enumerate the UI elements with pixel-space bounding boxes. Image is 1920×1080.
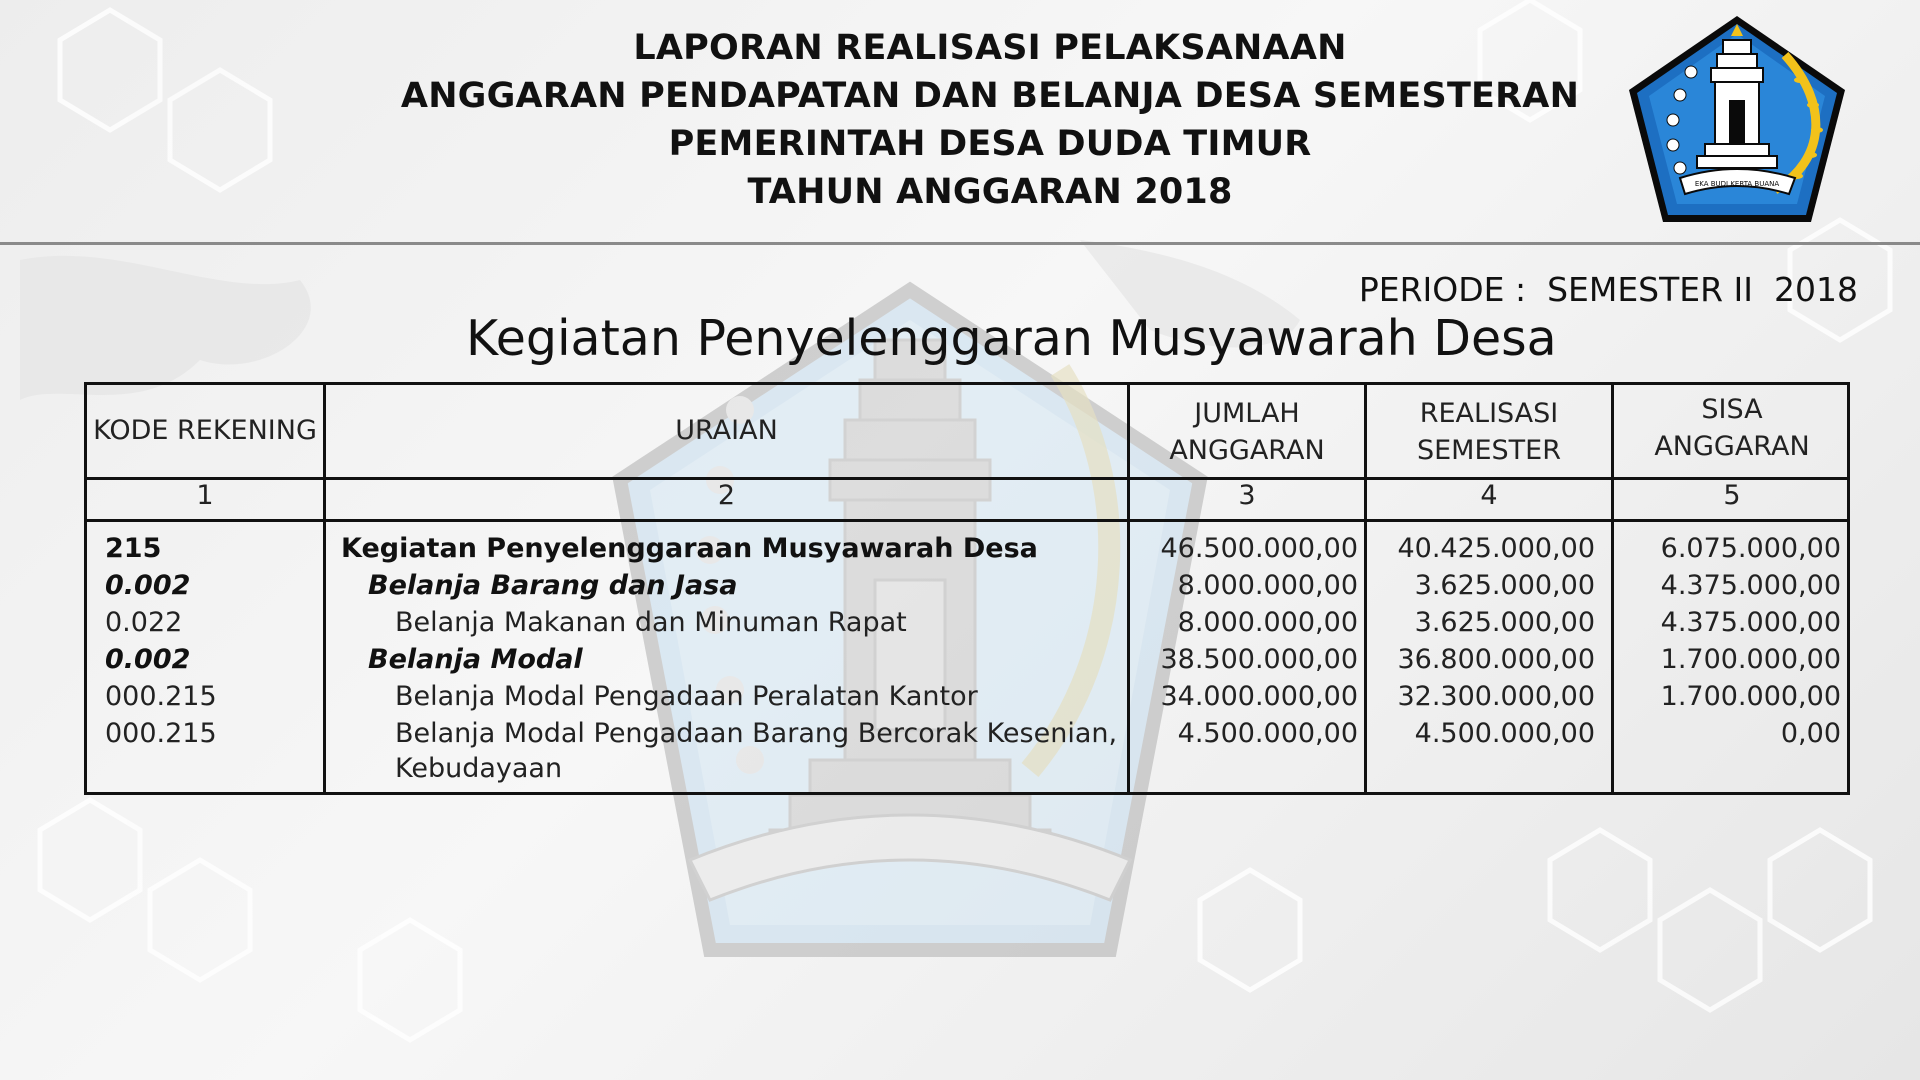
row-anggaran: 8.000.000,00 — [1177, 607, 1358, 638]
row-kode: 215 — [105, 533, 162, 564]
column-number-1: 1 — [196, 480, 214, 511]
header-realisasi-semester — [1367, 395, 1611, 469]
table-row — [87, 533, 1847, 570]
row-kode: 000.215 — [105, 718, 217, 749]
row-sisa: 1.700.000,00 — [1660, 644, 1841, 675]
budget-realization-table — [84, 382, 1850, 795]
row-anggaran: 8.000.000,00 — [1177, 570, 1358, 601]
header-sisa-line-2: ANGGARAN — [1654, 431, 1810, 462]
column-number-4: 4 — [1480, 480, 1498, 511]
row-sisa: 1.700.000,00 — [1660, 681, 1841, 712]
row-uraian: Belanja Modal — [368, 644, 583, 675]
row-kode: 0.022 — [105, 607, 183, 638]
row-uraian: Kegiatan Penyelenggaraan Musyawarah Desa — [341, 533, 1038, 564]
table-row — [87, 718, 1847, 792]
row-realisasi: 4.500.000,00 — [1414, 718, 1595, 749]
row-uraian-continuation: Kebudayaan — [395, 753, 563, 784]
header-realisasi-line-2: SEMESTER — [1416, 435, 1561, 466]
row-uraian: Belanja Modal Pengadaan Peralatan Kantor — [395, 681, 978, 712]
row-sisa: 4.375.000,00 — [1660, 570, 1841, 601]
row-anggaran: 34.000.000,00 — [1160, 681, 1358, 712]
row-realisasi: 40.425.000,00 — [1397, 533, 1595, 564]
row-sisa: 0,00 — [1780, 718, 1841, 749]
row-realisasi: 32.300.000,00 — [1397, 681, 1595, 712]
row-realisasi: 3.625.000,00 — [1414, 607, 1595, 638]
row-realisasi: 3.625.000,00 — [1414, 570, 1595, 601]
row-kode: 000.215 — [105, 681, 217, 712]
row-anggaran: 4.500.000,00 — [1177, 718, 1358, 749]
report-header — [0, 0, 1920, 245]
header-jumlah-anggaran — [1130, 395, 1364, 469]
row-anggaran: 46.500.000,00 — [1160, 533, 1358, 564]
header-jumlah-line-2: ANGGARAN — [1169, 435, 1325, 466]
column-number-3: 3 — [1238, 480, 1256, 511]
row-kode: 0.002 — [105, 644, 191, 675]
report-title-line-2: ANGGARAN PENDAPATAN DAN BELANJA DESA SEMESTERAN — [400, 76, 1580, 116]
report-title-line-1: LAPORAN REALISASI PELAKSANAAN — [633, 28, 1347, 68]
periode-label: PERIODE : SEMESTER II 2018 — [1358, 270, 1858, 309]
report-title-line-4: TAHUN ANGGARAN 2018 — [747, 172, 1233, 212]
karangasem-crest-logo — [1625, 10, 1850, 230]
report-title-line-3: PEMERINTAH DESA DUDA TIMUR — [668, 124, 1312, 164]
column-number-5: 5 — [1723, 480, 1741, 511]
row-uraian: Belanja Makanan dan Minuman Rapat — [395, 607, 907, 638]
column-number-2: 2 — [717, 480, 736, 511]
header-jumlah-line-1: JUMLAH — [1194, 398, 1300, 429]
header-realisasi-line-1: REALISASI — [1419, 398, 1559, 429]
row-kode: 0.002 — [105, 570, 191, 601]
row-sisa: 4.375.000,00 — [1660, 607, 1841, 638]
row-uraian: Belanja Barang dan Jasa — [368, 570, 738, 601]
row-uraian: Belanja Modal Pengadaan Barang Bercorak Kesenian, — [395, 718, 1118, 749]
activity-subtitle: Kegiatan Penyelenggaran Musyawarah Desa — [466, 310, 1557, 367]
header-kode-rekening: KODE REKENING — [93, 415, 317, 446]
row-divider — [87, 519, 1847, 522]
table-row — [87, 570, 1847, 607]
row-realisasi: 36.800.000,00 — [1397, 644, 1595, 675]
table-row — [87, 681, 1847, 718]
row-anggaran: 38.500.000,00 — [1160, 644, 1358, 675]
table-row — [87, 607, 1847, 644]
header-sisa-anggaran — [1614, 391, 1850, 465]
row-sisa: 6.075.000,00 — [1660, 533, 1841, 564]
crest-motto-text: EKA BUDI KERTA BUANA — [1694, 180, 1780, 188]
header-uraian: URAIAN — [675, 415, 778, 446]
header-sisa-line-1: SISA — [1701, 394, 1763, 425]
table-row — [87, 644, 1847, 681]
